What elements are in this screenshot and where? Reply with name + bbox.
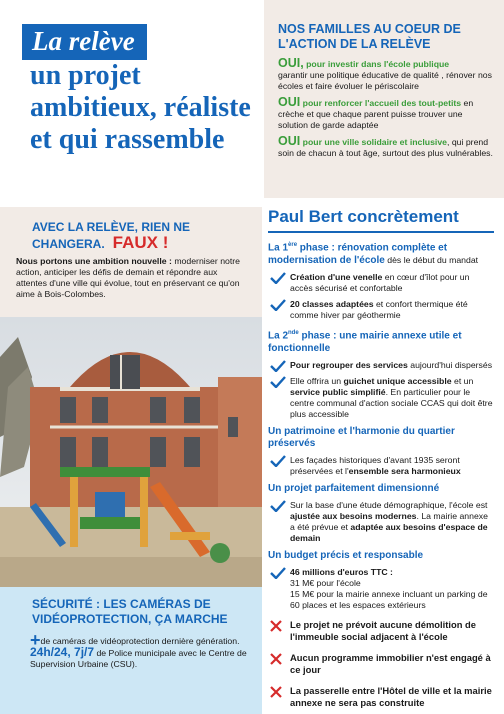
- negative-text: La passerelle entre l'Hôtel de ville et la mairie annexe ne sera pas construite: [290, 684, 492, 708]
- list-item: [268, 455, 494, 477]
- item-bold2: adaptée aux besoins d'espace de demain: [290, 521, 488, 543]
- budget-title: Un budget précis et responsable: [268, 549, 424, 561]
- heritage-section: [268, 426, 494, 477]
- oui-word: OUI: [278, 134, 301, 148]
- claim-lead: Nous portons une ambition nouvelle :: [16, 256, 172, 266]
- claim-section: [0, 207, 262, 317]
- item-bold: Création d'une venelle: [290, 272, 383, 283]
- check-icon: [270, 500, 286, 512]
- negative-text: Aucun programme immobilier n'est engagé à ce jour: [290, 651, 491, 675]
- security-title: SÉCURITÉ : LES CAMÉRAS DE VIDÉOPROTECTION, ÇA MARCHE: [32, 597, 228, 626]
- oui-text: en crèche et que chaque parent puisse trouver une solution de garde adaptée: [278, 98, 474, 130]
- item-text: aujourd'hui dispersés: [407, 359, 493, 370]
- sized-title: Un projet parfaitement dimensionné: [268, 482, 440, 494]
- cross-icon: [270, 653, 282, 665]
- phase1-section: [268, 239, 494, 321]
- paul-bert-section: [264, 200, 504, 714]
- cross-icon: [270, 620, 282, 632]
- item-bold: ajustée aux besoins modernes: [290, 510, 417, 521]
- item-bold: guichet unique accessible: [343, 375, 452, 386]
- hero-tag: La relève: [22, 24, 147, 60]
- phase2-sup: nde: [288, 330, 299, 337]
- check-icon: [270, 567, 286, 579]
- item-bold: Pour regrouper des services: [290, 359, 408, 370]
- security-line1: de caméras de vidéoprotection dernière génération.: [40, 636, 240, 646]
- faux-label: FAUX !: [112, 233, 169, 252]
- item-mid: et un: [451, 375, 474, 386]
- oui-text: , qui prend soin de chacun à tout âge, surtout des plus vulnérables.: [278, 137, 493, 158]
- claim-text: [16, 256, 248, 300]
- phase1-title-a: La 1: [268, 242, 289, 254]
- item-bold: 20 classes adaptées: [290, 299, 374, 310]
- item-line2: 15 M€ pour la mairie annexe incluant un parking de 60 places et les espaces extérieurs: [290, 588, 488, 610]
- list-item: [268, 500, 494, 544]
- heritage-title: Un patrimoine et l'harmonie du quartier préservés: [268, 425, 455, 449]
- claim-title-text: AVEC LA RELÈVE, RIEN NE CHANGERA.: [32, 220, 191, 251]
- negative-text: Le projet ne prévoit aucune démolition de l'immeuble social adjacent à l'école: [290, 618, 476, 642]
- claim-body: moderniser notre action, anticiper les défis de demain et répondre aux attentes d'une ville qui évolue, tout en préservant ce qu'on aime à Bois-Colombes.: [16, 256, 240, 299]
- item-pre: Les façades historiques d'avant 1935 seront préservées et l': [290, 454, 460, 476]
- budget-section: [268, 550, 494, 611]
- item-line1: 31 M€ pour l'école: [290, 577, 361, 588]
- item-bold: 46 millions d'euros TTC :: [290, 566, 393, 577]
- sized-section: [268, 483, 494, 544]
- families-section: [264, 0, 504, 198]
- item-text: . En particulier pour le centre communal d'action sociale CCAS qui doit être plus accessible: [290, 386, 493, 419]
- security-line2: de Police municipale avec le Centre de Supervision Urbaine (CSU).: [30, 648, 247, 669]
- item-mid: . La mairie annexe a été prévue et: [290, 510, 488, 532]
- families-item: [278, 136, 494, 159]
- school-playground-image: [0, 317, 262, 587]
- phase2-section: [268, 327, 494, 419]
- phase2-title: [268, 327, 494, 354]
- phase1-title: [268, 239, 494, 267]
- item-bold2: service public simplifié: [290, 386, 386, 397]
- paul-bert-title: Paul Bert concrètement: [268, 206, 494, 233]
- list-item: [268, 299, 494, 321]
- hero-title: un projet ambitieux, réaliste et qui rassemble: [30, 60, 251, 155]
- negative-item: [268, 685, 494, 709]
- oui-word: OUI: [278, 95, 301, 109]
- oui-lead: pour une ville solidaire et inclusive: [300, 137, 448, 147]
- security-hours: 24h/24, 7j/7: [30, 645, 95, 659]
- negatives-section: [268, 619, 494, 709]
- phase1-title-b: phase : rénovation complète et modernisation de l'école: [268, 242, 448, 267]
- phase2-title-b: phase : une mairie annexe utile et fonctionnelle: [268, 330, 462, 354]
- hero-section: [0, 0, 262, 205]
- item-pre: Elle offrira un: [290, 375, 344, 386]
- item-pre: Sur la base d'une étude démographique, l'école est: [290, 499, 488, 510]
- negative-item: [268, 652, 494, 676]
- item-text: en cœur d'îlot pour un accès sécurisé et confortable: [290, 272, 470, 294]
- check-icon: [270, 360, 286, 372]
- list-item: [268, 376, 494, 420]
- list-item: [268, 360, 494, 371]
- phase1-title-c: dès le début du mandat: [384, 255, 479, 266]
- claim-title: [32, 219, 248, 252]
- oui-word: OUI,: [278, 56, 304, 70]
- plus-icon: +: [30, 630, 41, 650]
- security-body: [30, 630, 252, 670]
- cross-icon: [270, 686, 282, 698]
- check-icon: [270, 272, 286, 284]
- oui-text: garantir une politique éducative de qualité , rénover nos écoles et faire évoluer le périscolaire: [278, 70, 492, 91]
- negative-item: [268, 619, 494, 643]
- oui-lead: pour investir dans l'école publique: [303, 59, 450, 69]
- phase1-sup: ère: [288, 242, 298, 248]
- school-photo: [0, 317, 262, 587]
- security-section: [0, 587, 262, 714]
- families-item: [278, 58, 494, 92]
- item-bold: ensemble sera harmonieux: [348, 465, 461, 476]
- families-title: NOS FAMILLES AU COEUR DE L'ACTION DE LA RELÈVE: [278, 22, 461, 51]
- phase2-title-a: La 2: [268, 330, 289, 342]
- families-item: [278, 97, 494, 131]
- check-icon: [270, 299, 286, 311]
- check-icon: [270, 455, 286, 467]
- oui-lead: pour renforcer l'accueil des tout-petits: [300, 98, 462, 108]
- check-icon: [270, 376, 286, 388]
- list-item: [268, 272, 494, 294]
- item-text: et confort thermique été comme hiver par géothermie: [290, 299, 468, 321]
- list-item: [268, 567, 494, 611]
